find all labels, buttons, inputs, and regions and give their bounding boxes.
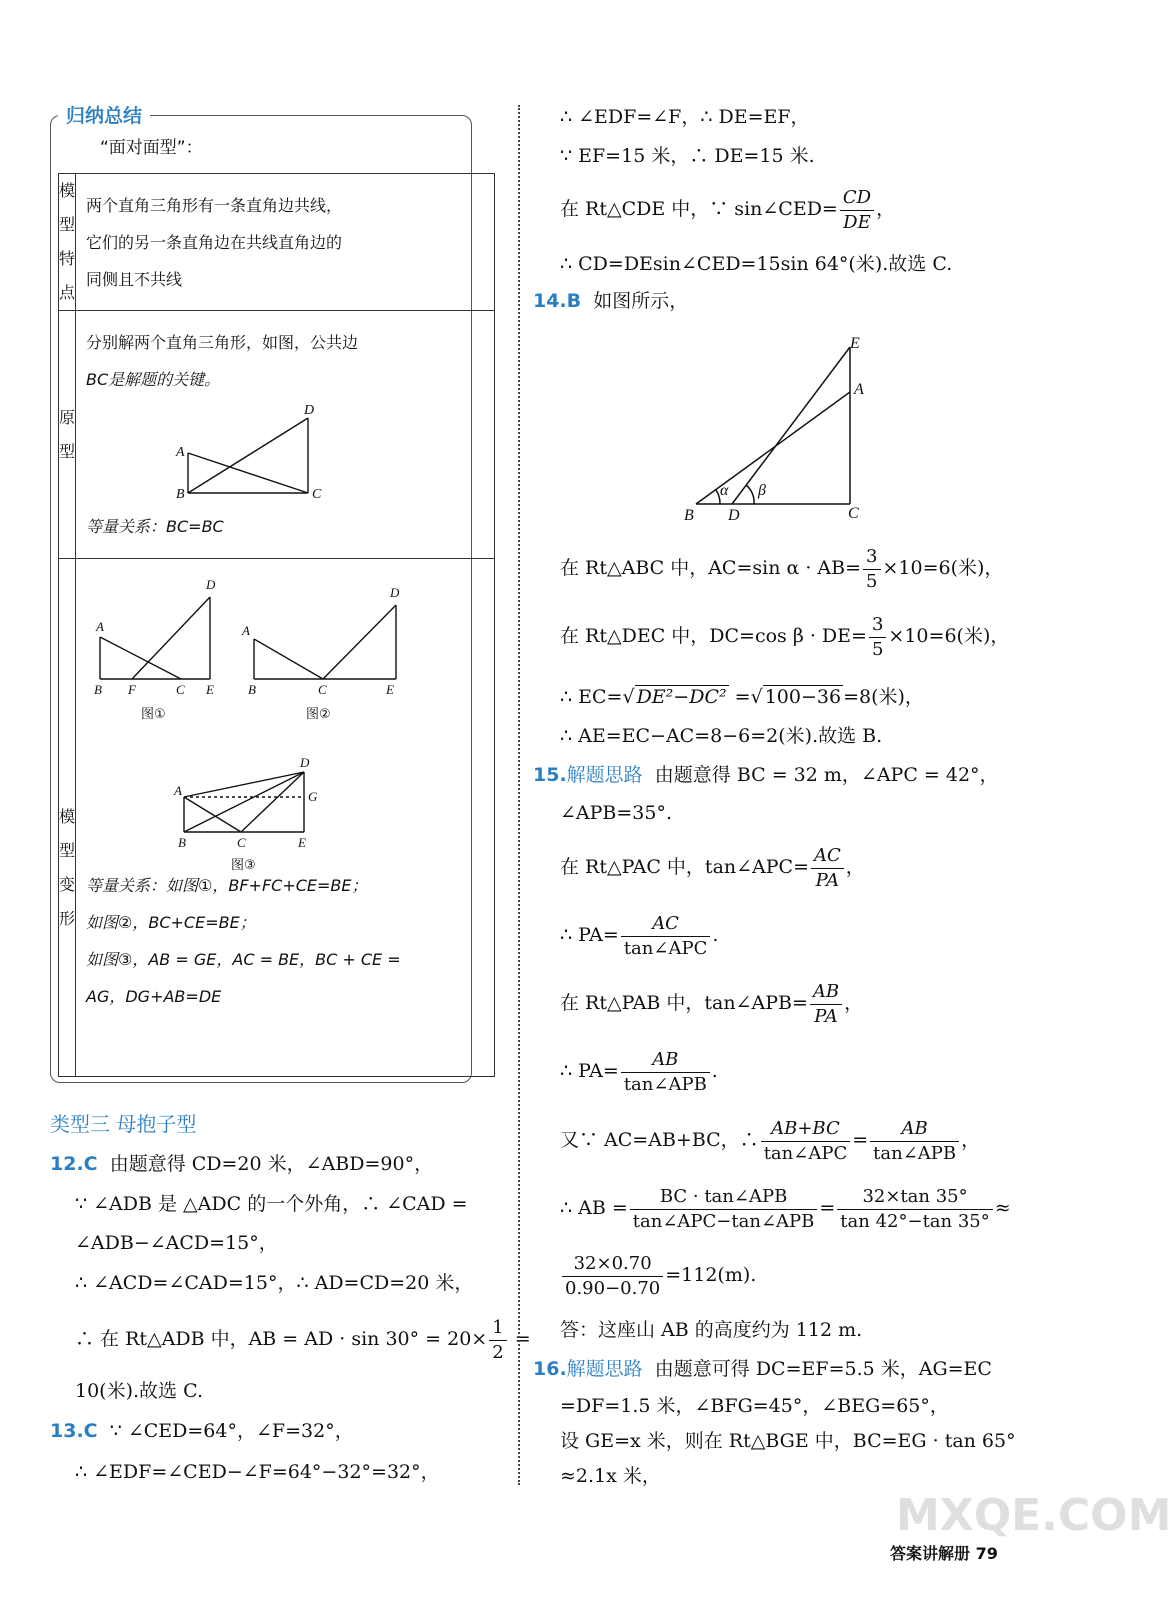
fig14-label-b: B xyxy=(684,507,694,524)
caption-fig1: 图① xyxy=(141,707,166,722)
model-table xyxy=(58,173,495,1077)
page-footer: 答案讲解册 79 xyxy=(890,1544,998,1563)
p16-line3: 设 GE=x 米，则在 Rt△BGE 中，BC=EG · tan 65° xyxy=(560,1430,1016,1452)
p15-line7: 又∵ AC=AB+BC，∴ $\frac{AB+BC}{\text{tan∠APC}}$ = $\frac{AB}{\text{tan∠APB}}$ ， xyxy=(560,1117,981,1164)
p15-answer: 答：这座山 AB 的高度约为 112 m. xyxy=(560,1319,863,1341)
fig14-label-c: C xyxy=(848,505,859,522)
fig1-label-d: D xyxy=(206,577,216,592)
fig2-label-b: B xyxy=(248,682,256,697)
p15-line4: ∴ PA= $\frac{AC}{\text{tan∠APC}}$ . xyxy=(560,912,719,959)
row-label-variants: 模型 变形 xyxy=(59,559,76,1077)
p14-line3: ∴ EC=√ DE²−DC² =√ 100−36 =8(米)， xyxy=(560,686,924,708)
caption-fig2: 图② xyxy=(306,707,331,722)
section-title: 类型三 母抱子型 xyxy=(50,1112,197,1136)
problem-15: 15.解题思路 由题意得 BC = 32 m，∠APC = 42°， xyxy=(533,764,999,786)
p15-line9: $\frac{32\times 0.70}{0.90-0.70}$ =112(m). xyxy=(560,1250,756,1301)
fig3-label-a: A xyxy=(174,783,182,798)
fig3-label-c: C xyxy=(237,835,246,850)
fig1-label-c: C xyxy=(176,682,185,697)
summary-heading: “面对面型”： xyxy=(100,138,203,158)
p12-line2: ∵ ∠ADB 是 △ADC 的一个外角，∴ ∠CAD = xyxy=(75,1193,468,1215)
prototype-figure xyxy=(156,398,486,508)
p12-line3: ∠ADB−∠ACD=15°， xyxy=(75,1232,278,1254)
proto-label-b: B xyxy=(176,487,185,502)
p13-line6: ∴ CD=DEsin∠CED=15sin 64°(米).故选 C. xyxy=(560,253,953,275)
fig3-label-d: D xyxy=(300,755,310,770)
fig14-label-a: A xyxy=(854,381,864,398)
fig3-label-g: G xyxy=(308,789,318,804)
column-divider xyxy=(518,105,520,1485)
p15-line5: 在 Rt△PAB 中，tan∠APB= $\frac{AB}{PA}$ ， xyxy=(560,980,864,1027)
p12-line5: ∴ 在 Rt△ADB 中，AB = AD · sin 30° = 20× $\frac{1}{2}$ = xyxy=(75,1316,531,1363)
fig3-label-b: B xyxy=(178,835,186,850)
p14-line1: 在 Rt△ABC 中，AC=sin α · AB= $\frac{3}{5}$ ×10=6(米)， xyxy=(560,545,1004,592)
p15-line3: 在 Rt△PAC 中，tan∠APC= $\frac{AC}{PA}$ ， xyxy=(560,844,865,891)
p13-line5: 在 Rt△CDE 中，∵ sin∠CED= $\frac{CD}{DE}$ ， xyxy=(560,186,896,233)
watermark: MXQE.COM xyxy=(896,1490,1171,1541)
fig1-label-f: F xyxy=(128,682,136,697)
problem-16: 16.解题思路 由题意可得 DC=EF=5.5 米，AG=EC xyxy=(533,1358,992,1380)
proto-label-a: A xyxy=(176,445,185,460)
p15-line6: ∴ PA= $\frac{AB}{\text{tan∠APB}}$ . xyxy=(560,1048,718,1095)
problem-14: 14.B 如图所示， xyxy=(533,290,689,312)
row-content-variants: D A B F C E D A B C E D A G B C E 图① 图② 图③ 等量关系：如图①，BF+FC+CE=BE； 如图②，BC+CE=BE； 如图③，AB = GE，AC = BE，BC + CE = AG，DG+AB=DE xyxy=(76,559,495,1077)
fig2-label-d: D xyxy=(390,585,400,600)
p15-line8: ∴ AB = $\frac{\text{BC · tan∠APB}}{\text{tan∠APC−tan∠APB}}$ = $\frac{32\times\tan 35^\circ}{\tan 42^\circ-\tan 35^\circ}$ ≈ xyxy=(560,1185,1011,1232)
p14-line4: ∴ AE=EC−AC=8−6=2(米).故选 B. xyxy=(560,725,883,747)
fig14-label-e: E xyxy=(850,335,860,352)
row-label-prototype: 原型 xyxy=(59,311,76,559)
fig1-label-e: E xyxy=(206,682,214,697)
figure-14 xyxy=(670,332,890,532)
row-label-features: 模型 特点 xyxy=(59,174,76,311)
p16-line2: =DF=1.5 米，∠BFG=45°，∠BEG=65°， xyxy=(560,1395,949,1417)
fig14-label-d: D xyxy=(728,507,740,524)
p16-line4: ≈2.1x 米， xyxy=(560,1465,661,1487)
fig2-label-a: A xyxy=(242,623,250,638)
fig1-label-b: B xyxy=(94,682,102,697)
p13-line4: ∵ EF=15 米，∴ DE=15 米. xyxy=(560,145,815,167)
proto-label-d: D xyxy=(304,403,315,418)
variant-figures xyxy=(86,567,416,873)
fig2-label-c: C xyxy=(318,682,327,697)
row-content-features: 两个直角三角形有一条直角边共线， 它们的另一条直角边在共线直角边的 同侧且不共线 xyxy=(76,174,495,311)
p14-line2: 在 Rt△DEC 中，DC=cos β · DE= $\frac{3}{5}$ ×10=6(米)， xyxy=(560,613,1010,660)
fig3-label-e: E xyxy=(298,835,306,850)
fig1-label-a: A xyxy=(96,619,104,634)
p13-line3: ∴ ∠EDF=∠F，∴ DE=EF， xyxy=(560,106,810,128)
p12-line6: 10(米).故选 C. xyxy=(75,1380,203,1402)
fig14-label-beta: β xyxy=(758,482,766,499)
p13-line2: ∴ ∠EDF=∠CED−∠F=64°−32°=32°， xyxy=(75,1461,440,1483)
problem-12: 12.C 由题意得 CD=20 米，∠ABD=90°， xyxy=(50,1153,434,1175)
row-content-prototype: 分别解两个直角三角形，如图，公共边 BC是解题的关键。 D A B C 等量关系：BC=BC xyxy=(76,311,495,559)
fig14-label-alpha: α xyxy=(720,482,729,499)
summary-tab: 归纳总结 xyxy=(58,101,150,128)
caption-fig3: 图③ xyxy=(231,858,256,873)
fig2-label-e: E xyxy=(386,682,394,697)
p15-line2: ∠APB=35°. xyxy=(560,802,673,824)
proto-label-c: C xyxy=(312,487,322,502)
p12-line4: ∴ ∠ACD=∠CAD=15°，∴ AD=CD=20 米， xyxy=(75,1272,474,1294)
problem-13: 13.C ∵ ∠CED=64°，∠F=32°， xyxy=(50,1420,354,1442)
